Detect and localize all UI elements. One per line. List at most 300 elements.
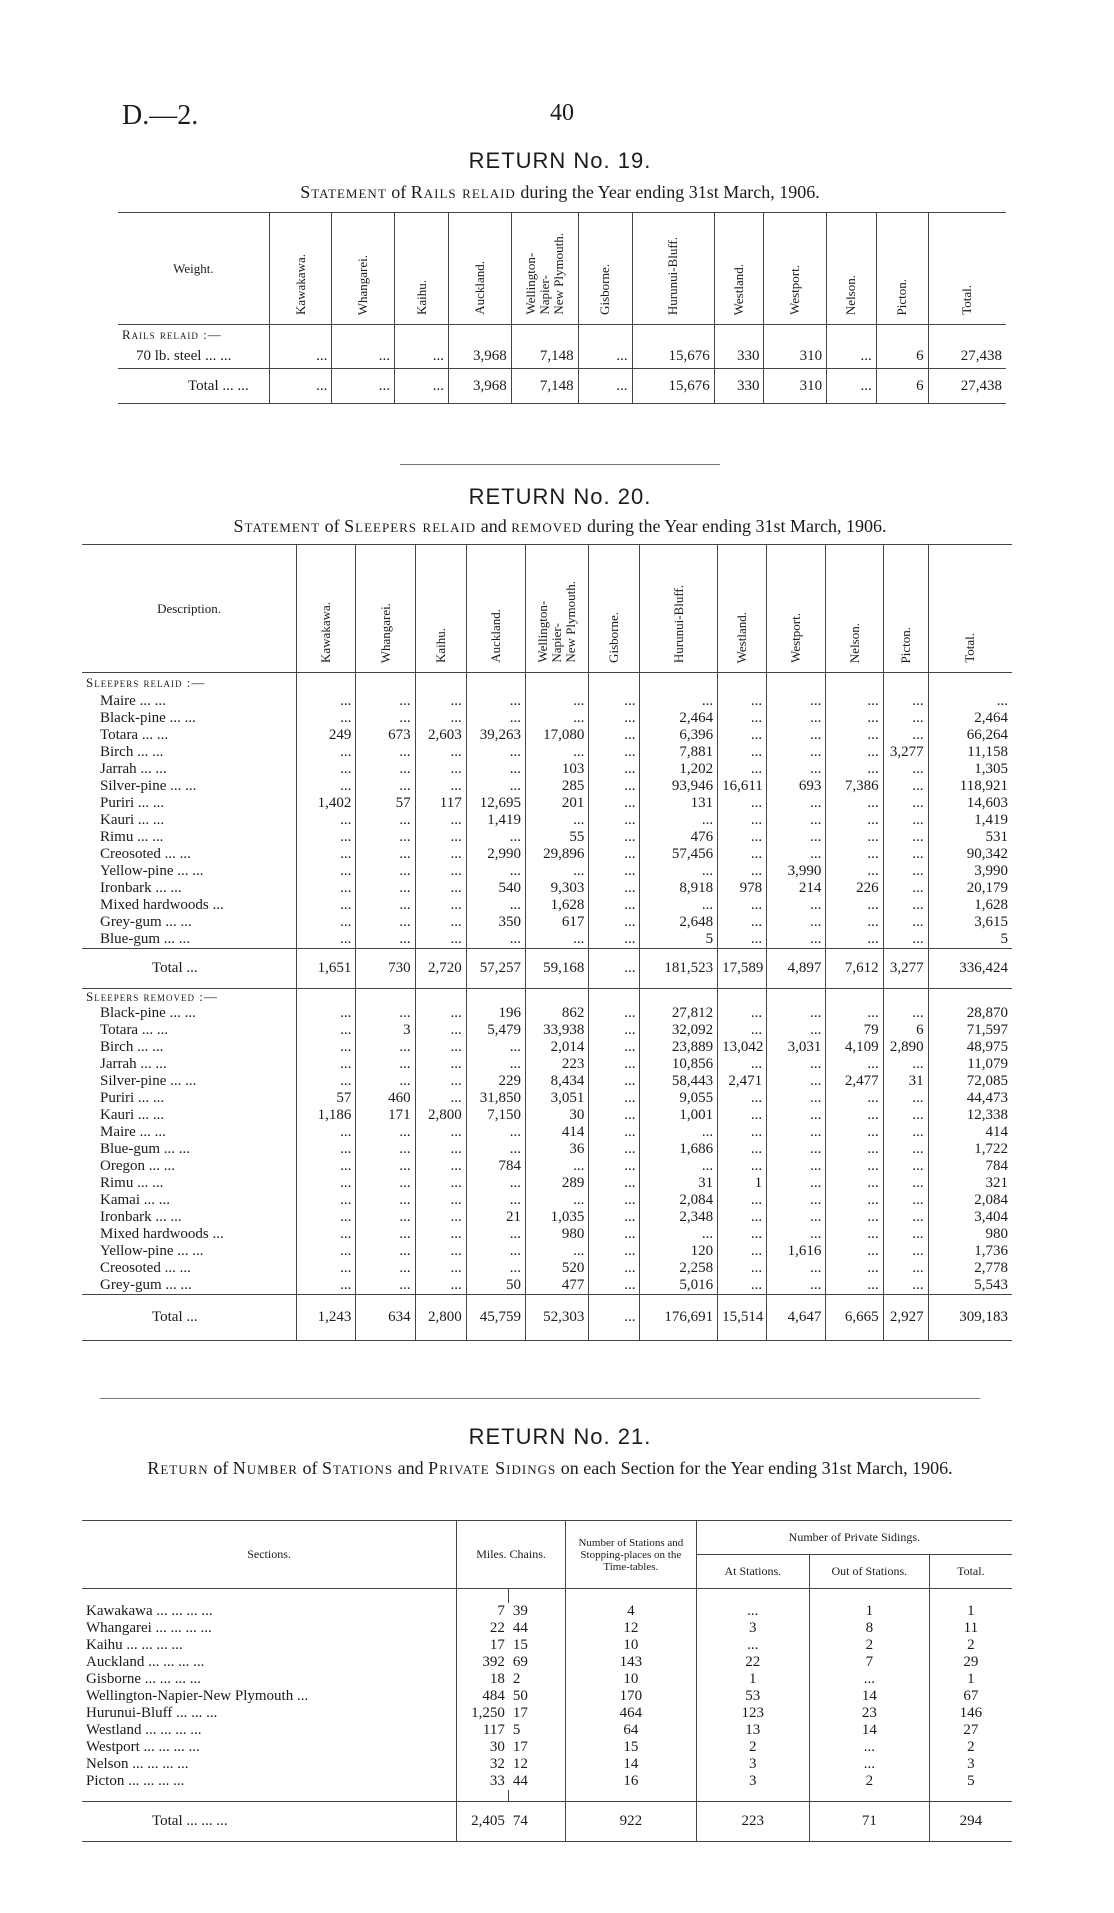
- value-cell: ...: [297, 710, 356, 727]
- chains-cell: 17: [512, 1738, 528, 1755]
- value-cell: 7,148: [511, 345, 578, 369]
- miles-chains-header: Miles. Chains.: [457, 1521, 566, 1589]
- value-cell: ...: [826, 1141, 883, 1158]
- leader-dots: ... ...: [177, 862, 204, 879]
- value-cell: ...: [718, 1209, 767, 1226]
- value-cell: ...: [356, 1005, 415, 1022]
- value-cell: ...: [356, 1243, 415, 1260]
- value-cell: ...: [826, 1209, 883, 1226]
- value-cell: 12,695: [466, 795, 525, 812]
- value-cell: ...: [578, 345, 632, 369]
- column-header: [767, 545, 826, 673]
- value-cell: ...: [589, 829, 640, 846]
- row-label-text: Kamai: [100, 1191, 140, 1208]
- value-cell: ...: [466, 1124, 525, 1141]
- subheader-out-stations: Out of Stations.: [809, 1555, 929, 1589]
- column-header: [589, 545, 640, 673]
- value-cell: 1,202: [640, 761, 718, 778]
- value-cell: ...: [415, 863, 466, 880]
- value-cell: 71,597: [928, 1022, 1012, 1039]
- value-cell: ...: [589, 1141, 640, 1158]
- value-cell: ...: [415, 1277, 466, 1295]
- caption-word: Private Sidings: [428, 1458, 557, 1478]
- table-row: [82, 1158, 1012, 1175]
- value-cell: 7,881: [640, 744, 718, 761]
- value-cell: ...: [718, 1226, 767, 1243]
- value-cell: 7,150: [466, 1107, 525, 1124]
- value-cell: ...: [589, 778, 640, 795]
- table-row: [82, 1175, 1012, 1192]
- value-cell: ...: [297, 693, 356, 710]
- miles-cell: 392: [457, 1654, 509, 1671]
- stations-cell: 922: [566, 1802, 697, 1842]
- value-cell: ...: [415, 846, 466, 863]
- caption-word: of: [213, 1458, 229, 1478]
- value-cell: ...: [826, 846, 883, 863]
- section-name: Picton: [86, 1772, 125, 1789]
- spacer-cell: [809, 1589, 929, 1603]
- value-cell: ...: [718, 863, 767, 880]
- row-label-text: Grey-gum: [100, 1276, 162, 1293]
- empty-cell: [511, 325, 578, 345]
- value-cell: 1,001: [640, 1107, 718, 1124]
- row-label-text: Total: [152, 1308, 183, 1325]
- value-cell: ...: [526, 1158, 589, 1175]
- spacer-row: [82, 1589, 1012, 1603]
- value-cell: ...: [415, 778, 466, 795]
- section-label: [82, 1722, 457, 1739]
- empty-cell: [466, 988, 525, 1005]
- row-label: [82, 1005, 297, 1022]
- column-header: [449, 213, 512, 325]
- at-stations-cell: 123: [696, 1705, 809, 1722]
- value-cell: ...: [526, 1243, 589, 1260]
- value-cell: ...: [297, 761, 356, 778]
- miles-cell: 1,250: [457, 1705, 509, 1722]
- value-cell: ...: [297, 744, 356, 761]
- value-cell: ...: [356, 1073, 415, 1090]
- out-stations-cell: 23: [809, 1705, 929, 1722]
- out-stations-cell: 2: [809, 1773, 929, 1790]
- at-stations-cell: ...: [696, 1603, 809, 1620]
- subheader-total: Total.: [929, 1555, 1012, 1589]
- stations-cell: 64: [566, 1722, 697, 1739]
- value-cell: ...: [356, 1039, 415, 1056]
- value-cell: 2,603: [415, 727, 466, 744]
- page-header: [122, 100, 1002, 140]
- value-cell: 6: [883, 1022, 928, 1039]
- column-header-label: Auckland.: [471, 261, 487, 315]
- value-cell: 2,778: [928, 1260, 1012, 1277]
- column-header: [632, 213, 714, 325]
- group-heading: Sleepers relaid :—: [86, 674, 206, 690]
- value-cell: ...: [356, 1141, 415, 1158]
- row-label-text: Silver-pine: [100, 777, 167, 794]
- value-cell: ...: [767, 744, 826, 761]
- value-cell: ...: [356, 744, 415, 761]
- value-cell: ...: [589, 1090, 640, 1107]
- value-cell: ...: [297, 1141, 356, 1158]
- column-header: [640, 545, 718, 673]
- column-header-label: Nelson.: [843, 274, 859, 315]
- value-cell: ...: [883, 710, 928, 727]
- sidings-total-cell: 2: [929, 1637, 1012, 1654]
- caption-word: Statement: [233, 516, 321, 536]
- row-label-text: Kauri: [100, 1106, 135, 1123]
- table-row: [82, 812, 1012, 829]
- column-header-label: Wellington- Napier- New Plymouth.: [535, 581, 579, 663]
- leader-dots: ... ...: [169, 709, 196, 726]
- leader-dots: ... ...: [137, 794, 165, 811]
- value-cell: ...: [718, 1107, 767, 1124]
- value-cell: ...: [297, 931, 356, 949]
- value-cell: ...: [395, 345, 449, 369]
- value-cell: 57,456: [640, 846, 718, 863]
- row-label-text: Mixed hardwoods: [100, 1225, 209, 1242]
- section-name: Nelson: [86, 1755, 129, 1772]
- row-label: [82, 914, 297, 931]
- value-cell: ...: [466, 1260, 525, 1277]
- table-row: [82, 1056, 1012, 1073]
- value-cell: ...: [883, 1124, 928, 1141]
- leader-dots: ... ... ... ...: [128, 1772, 185, 1789]
- row-label-text: Totara: [100, 1021, 139, 1038]
- value-cell: 9,055: [640, 1090, 718, 1107]
- value-cell: ...: [767, 1073, 826, 1090]
- chains-cell: 44: [512, 1772, 528, 1789]
- miles-cell: 117: [457, 1722, 509, 1739]
- value-cell: ...: [640, 863, 718, 880]
- row-label-text: Blue-gum: [100, 1140, 160, 1157]
- value-cell: ...: [297, 1209, 356, 1226]
- value-cell: 10,856: [640, 1056, 718, 1073]
- row-label-text: Birch: [100, 1038, 134, 1055]
- value-cell: ...: [526, 931, 589, 949]
- value-cell: 117: [415, 795, 466, 812]
- miles-cell: 7: [457, 1603, 509, 1620]
- value-cell: 2,800: [415, 1294, 466, 1340]
- table-row: [82, 1124, 1012, 1141]
- value-cell: ...: [718, 1158, 767, 1175]
- leader-dots: ... ...: [155, 1208, 182, 1225]
- return-19-caption: [120, 182, 1000, 202]
- value-cell: 79: [826, 1022, 883, 1039]
- value-cell: ...: [415, 1022, 466, 1039]
- column-header-label: Kawakawa.: [318, 602, 334, 663]
- at-stations-cell: ...: [696, 1637, 809, 1654]
- value-cell: ...: [589, 1226, 640, 1243]
- row-label: [82, 1243, 297, 1260]
- caption-word: of: [391, 182, 407, 202]
- table-row: [82, 1209, 1012, 1226]
- value-cell: ...: [415, 1124, 466, 1141]
- value-cell: 336,424: [928, 948, 1012, 988]
- empty-cell: [526, 988, 589, 1005]
- value-cell: ...: [718, 1260, 767, 1277]
- row-label-text: Totara: [100, 726, 139, 743]
- chains-cell: 44: [512, 1619, 528, 1636]
- value-cell: 5,479: [466, 1022, 525, 1039]
- empty-cell: [297, 988, 356, 1005]
- value-cell: ...: [589, 1107, 640, 1124]
- return-21-caption: [100, 1458, 1000, 1478]
- value-cell: 29,896: [526, 846, 589, 863]
- leader-dots: ... ... ... ...: [132, 1755, 189, 1772]
- caption-word: on each Section for the Year ending 31st March, 1906.: [560, 1458, 953, 1478]
- leader-dots: ... ...: [164, 1259, 191, 1276]
- value-cell: ...: [718, 1056, 767, 1073]
- leader-dots: ... ...: [140, 760, 167, 777]
- value-cell: 321: [928, 1175, 1012, 1192]
- row-label: [82, 1056, 297, 1073]
- chains-cell: 2: [512, 1670, 521, 1687]
- spacer-cell: [509, 1589, 566, 1603]
- empty-cell: [466, 673, 525, 693]
- row-label-text: Creosoted: [100, 1259, 161, 1276]
- value-cell: ...: [883, 812, 928, 829]
- row-label-text: Jarrah: [100, 1055, 137, 1072]
- empty-cell: [526, 673, 589, 693]
- value-cell: ...: [767, 1090, 826, 1107]
- value-cell: 285: [526, 778, 589, 795]
- table-row: [82, 1688, 1012, 1705]
- value-cell: 1,305: [928, 761, 1012, 778]
- row-label-text: Puriri: [100, 1089, 135, 1106]
- value-cell: ...: [589, 1294, 640, 1340]
- total-row: [118, 369, 1006, 404]
- header-row: [118, 213, 1006, 325]
- value-cell: ...: [297, 1124, 356, 1141]
- value-cell: ...: [826, 727, 883, 744]
- leader-dots: ... ...: [139, 692, 166, 709]
- value-cell: 44,473: [928, 1090, 1012, 1107]
- sections-header: Sections.: [247, 1547, 291, 1561]
- leader-dots: ... ...: [137, 743, 164, 760]
- value-cell: ...: [589, 1124, 640, 1141]
- value-cell: ...: [767, 1124, 826, 1141]
- value-cell: ...: [718, 710, 767, 727]
- table-row: [82, 1022, 1012, 1039]
- value-cell: 617: [526, 914, 589, 931]
- stations-cell: 10: [566, 1637, 697, 1654]
- value-cell: ...: [297, 1260, 356, 1277]
- value-cell: 3,990: [928, 863, 1012, 880]
- value-cell: 103: [526, 761, 589, 778]
- value-cell: 5,543: [928, 1277, 1012, 1295]
- empty-cell: [714, 325, 764, 345]
- at-stations-cell: 1: [696, 1671, 809, 1688]
- section-name: Whangarei: [86, 1619, 152, 1636]
- value-cell: ...: [589, 880, 640, 897]
- value-cell: ...: [466, 778, 525, 795]
- value-cell: ...: [718, 795, 767, 812]
- value-cell: ...: [589, 863, 640, 880]
- section-label: [82, 1671, 457, 1688]
- value-cell: 1,035: [526, 1209, 589, 1226]
- value-cell: ...: [356, 778, 415, 795]
- value-cell: 4,897: [767, 948, 826, 988]
- value-cell: ...: [589, 1260, 640, 1277]
- row-label: [118, 369, 269, 404]
- row-label-text: Black-pine: [100, 709, 166, 726]
- value-cell: ...: [767, 914, 826, 931]
- value-cell: ...: [589, 1158, 640, 1175]
- value-cell: ...: [356, 897, 415, 914]
- leader-dots: ... ...: [139, 1123, 166, 1140]
- row-label: [82, 710, 297, 727]
- value-cell: ...: [589, 1039, 640, 1056]
- row-label: [82, 880, 297, 897]
- section-name: Hurunui-Bluff: [86, 1704, 173, 1721]
- spacer-cell: [696, 1790, 809, 1802]
- sidings-total-cell: 27: [929, 1722, 1012, 1739]
- spacer-cell: [82, 1589, 457, 1603]
- return-19-title: RETURN No. 19.: [468, 148, 652, 173]
- table-row: [82, 1005, 1012, 1022]
- column-header: [332, 213, 395, 325]
- document-reference: D.—2.: [122, 100, 199, 131]
- total-row: [82, 1294, 1012, 1340]
- row-label: [82, 795, 297, 812]
- column-header-label: Westland.: [731, 263, 747, 315]
- leader-dots: ... ...: [155, 879, 182, 896]
- return-20-title: RETURN No. 20.: [468, 484, 652, 509]
- sidings-total-cell: 146: [929, 1705, 1012, 1722]
- value-cell: 3,404: [928, 1209, 1012, 1226]
- column-header: [578, 213, 632, 325]
- column-header: [718, 545, 767, 673]
- value-cell: ...: [297, 1175, 356, 1192]
- value-cell: ...: [589, 1192, 640, 1209]
- group-heading: Sleepers removed :—: [86, 988, 218, 1004]
- value-cell: 3,968: [449, 345, 512, 369]
- value-cell: ...: [332, 345, 395, 369]
- value-cell: ...: [269, 345, 332, 369]
- value-cell: ...: [415, 931, 466, 949]
- table-row: [82, 1039, 1012, 1056]
- section-divider: [100, 1398, 980, 1399]
- value-cell: ...: [589, 1022, 640, 1039]
- value-cell: 1: [718, 1175, 767, 1192]
- value-cell: 520: [526, 1260, 589, 1277]
- leader-dots: ... ...: [140, 1055, 167, 1072]
- section-label: [82, 1705, 457, 1722]
- at-stations-cell: 22: [696, 1654, 809, 1671]
- value-cell: ...: [883, 1277, 928, 1295]
- value-cell: ...: [883, 1226, 928, 1243]
- value-cell: ...: [297, 1277, 356, 1295]
- value-cell: 31: [640, 1175, 718, 1192]
- column-header-label: Westport.: [787, 265, 803, 315]
- value-cell: 414: [526, 1124, 589, 1141]
- empty-cell: [269, 325, 332, 345]
- row-label-text: 70 lb. steel: [136, 347, 202, 364]
- table-header: [82, 1521, 1012, 1589]
- leader-dots: ... ...: [141, 726, 169, 743]
- value-cell: ...: [883, 1192, 928, 1209]
- value-cell: ...: [883, 863, 928, 880]
- value-cell: ...: [883, 778, 928, 795]
- section-label: [82, 1688, 457, 1705]
- column-header: [269, 213, 332, 325]
- column-header-label: Total.: [959, 285, 975, 315]
- caption-word: Number: [232, 1458, 298, 1478]
- value-cell: ...: [466, 1056, 525, 1073]
- value-cell: ...: [297, 880, 356, 897]
- value-cell: ...: [356, 1192, 415, 1209]
- empty-cell: [589, 988, 640, 1005]
- value-cell: ...: [826, 931, 883, 949]
- value-cell: 201: [526, 795, 589, 812]
- value-cell: ...: [466, 1192, 525, 1209]
- miles-cell: 32: [457, 1756, 509, 1773]
- value-cell: ...: [883, 727, 928, 744]
- spacer-cell: [929, 1589, 1012, 1603]
- section-name: Kawakawa: [86, 1602, 153, 1619]
- value-cell: ...: [356, 1260, 415, 1277]
- value-cell: 634: [356, 1294, 415, 1340]
- value-cell: 2,927: [883, 1294, 928, 1340]
- value-cell: ...: [356, 1209, 415, 1226]
- value-cell: 31,850: [466, 1090, 525, 1107]
- row-label-text: Maire: [100, 1123, 136, 1140]
- value-cell: ...: [826, 693, 883, 710]
- value-cell: ...: [767, 1209, 826, 1226]
- table-row: [82, 1671, 1012, 1688]
- value-cell: ...: [826, 812, 883, 829]
- leader-dots: ...: [186, 959, 198, 976]
- value-cell: ...: [883, 1260, 928, 1277]
- value-cell: 13,042: [718, 1039, 767, 1056]
- value-cell: ...: [826, 710, 883, 727]
- value-cell: ...: [297, 1005, 356, 1022]
- value-cell: 978: [718, 880, 767, 897]
- value-cell: 28,870: [928, 1005, 1012, 1022]
- leader-dots: ... ...: [141, 1021, 169, 1038]
- value-cell: 58,443: [640, 1073, 718, 1090]
- row-label: [82, 846, 297, 863]
- value-cell: ...: [297, 1226, 356, 1243]
- value-cell: 2,471: [718, 1073, 767, 1090]
- value-cell: ...: [297, 1022, 356, 1039]
- value-cell: 2,464: [640, 710, 718, 727]
- value-cell: 2,348: [640, 1209, 718, 1226]
- column-header: [876, 213, 928, 325]
- out-stations-cell: 71: [809, 1802, 929, 1842]
- stations-cell: 12: [566, 1620, 697, 1637]
- value-cell: ...: [767, 1141, 826, 1158]
- value-cell: 2,014: [526, 1039, 589, 1056]
- row-label: [82, 727, 297, 744]
- table-row: [82, 880, 1012, 897]
- value-cell: 1,686: [640, 1141, 718, 1158]
- empty-cell: [297, 673, 356, 693]
- value-cell: ...: [767, 829, 826, 846]
- caption-word: and: [397, 1458, 424, 1478]
- group-heading-row: [118, 325, 1006, 345]
- value-cell: 693: [767, 778, 826, 795]
- value-cell: ...: [395, 369, 449, 404]
- value-cell: 31: [883, 1073, 928, 1090]
- value-cell: ...: [767, 1005, 826, 1022]
- column-header: [511, 213, 578, 325]
- value-cell: ...: [826, 863, 883, 880]
- at-stations-cell: 3: [696, 1756, 809, 1773]
- section-name: Total: [152, 1813, 183, 1829]
- at-stations-cell: 53: [696, 1688, 809, 1705]
- value-cell: ...: [767, 1277, 826, 1295]
- value-cell: 2,464: [928, 710, 1012, 727]
